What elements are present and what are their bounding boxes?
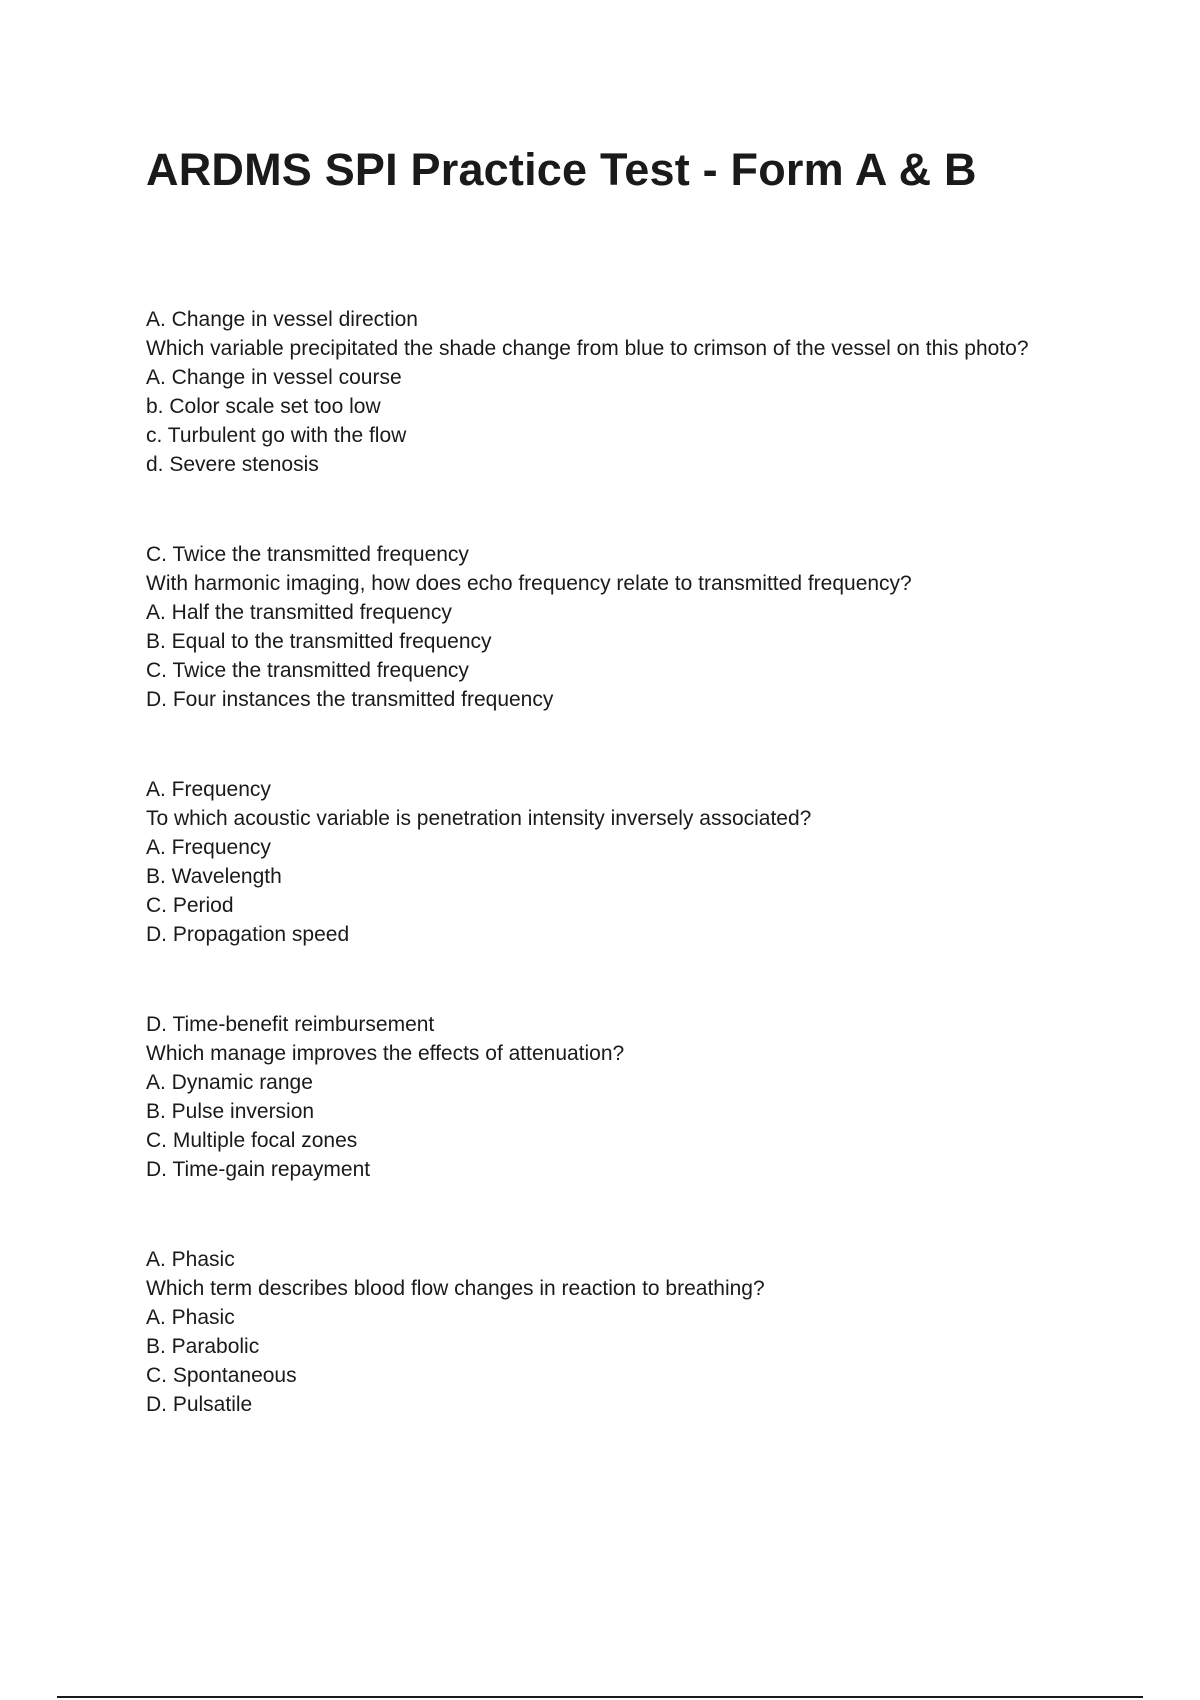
question-block-2 [146,540,1146,714]
question-block-3 [146,775,1146,949]
option-a: A. Change in vessel course [146,366,402,389]
option-c: C. Period [146,894,234,917]
footer-divider [57,1696,1143,1698]
option-c: c. Turbulent go with the flow [146,424,407,447]
question-text: Which manage improves the effects of attenuation? [146,1042,625,1065]
answer-text: D. Time-benefit reimbursement [146,1013,435,1036]
option-a: A. Dynamic range [146,1071,313,1094]
answer-text: C. Twice the transmitted frequency [146,543,469,566]
option-b: B. Wavelength [146,865,282,888]
option-d: d. Severe stenosis [146,453,319,476]
option-d: D. Pulsatile [146,1393,253,1416]
question-text: Which term describes blood flow changes in reaction to breathing? [146,1277,765,1300]
option-d: D. Propagation speed [146,923,350,946]
question-text: With harmonic imaging, how does echo frequency relate to transmitted frequency? [146,572,912,595]
question-block-4 [146,1010,1146,1184]
question-text: Which variable precipitated the shade change from blue to crimson of the vessel on this photo? [146,337,1029,360]
option-b: B. Equal to the transmitted frequency [146,630,492,653]
option-c: C. Spontaneous [146,1364,297,1387]
option-b: B. Parabolic [146,1335,260,1358]
option-b: b. Color scale set too low [146,395,381,418]
page-title: ARDMS SPI Practice Test - Form A & B [146,144,977,195]
option-a: A. Phasic [146,1306,235,1329]
option-b: B. Pulse inversion [146,1100,315,1123]
question-text: To which acoustic variable is penetration intensity inversely associated? [146,807,812,830]
answer-text: A. Frequency [146,778,271,801]
option-d: D. Four instances the transmitted frequency [146,688,554,711]
option-a: A. Half the transmitted frequency [146,601,452,624]
answer-text: A. Change in vessel direction [146,308,418,331]
option-c: C. Multiple focal zones [146,1129,358,1152]
question-block-5 [146,1245,1146,1419]
question-block-1 [146,305,1146,479]
option-c: C. Twice the transmitted frequency [146,659,469,682]
option-a: A. Frequency [146,836,271,859]
option-d: D. Time-gain repayment [146,1158,371,1181]
answer-text: A. Phasic [146,1248,235,1271]
